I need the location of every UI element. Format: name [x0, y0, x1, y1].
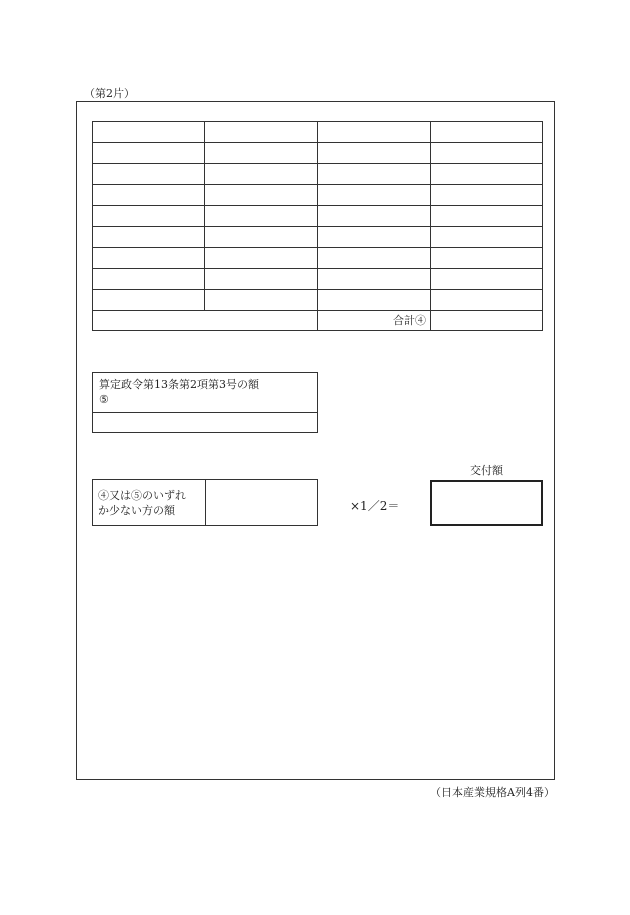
- table-rule: [317, 121, 318, 330]
- table-rule: [92, 330, 543, 331]
- box-4-or-5-label-line1: ④又は⑤のいずれ: [98, 489, 186, 502]
- box-4-or-5-divider: [205, 480, 206, 525]
- box-4-or-5-label: [98, 488, 204, 518]
- grant-amount-box[interactable]: [430, 480, 543, 526]
- box-5-label-line2: ⑤: [99, 393, 109, 406]
- table-rule: [430, 121, 431, 330]
- box-4-or-5: [92, 479, 318, 526]
- box-4-or-5-label-line2: か少ない方の額: [98, 504, 175, 517]
- sheet-label: （第2片）: [84, 87, 135, 100]
- table-rule: [92, 121, 93, 330]
- total-label: 合計④: [393, 314, 426, 327]
- table-rule: [542, 121, 543, 330]
- box-5: [92, 372, 318, 433]
- amount-table: [92, 121, 543, 330]
- box-5-label-line1: 算定政令第13条第2項第3号の額: [99, 378, 259, 391]
- formula: ×1／2＝: [350, 499, 400, 513]
- grant-label: 交付額: [470, 464, 503, 477]
- table-rule: [204, 121, 205, 310]
- box-5-divider: [93, 412, 317, 413]
- box-5-label: [99, 377, 259, 407]
- paper-size-note: （日本産業規格A列4番）: [430, 786, 555, 799]
